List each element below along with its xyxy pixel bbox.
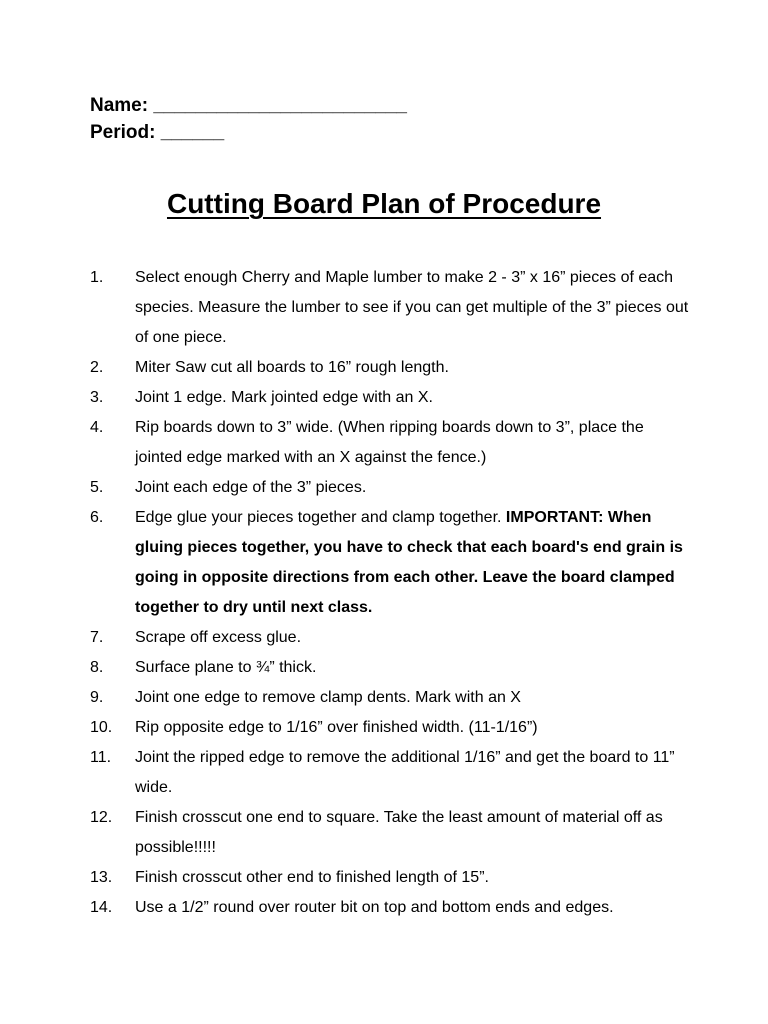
name-field-label: Name: ________________________	[90, 95, 407, 116]
step-number: 12.	[90, 809, 113, 826]
procedure-step-4	[90, 413, 690, 473]
procedure-step-1	[90, 263, 690, 353]
step-number: 7.	[90, 629, 104, 646]
step-text: Rip opposite edge to 1/16” over finished width. (11-1/16”)	[135, 719, 538, 736]
step-text: Edge glue your pieces together and clamp together.	[135, 509, 506, 526]
step-number: 6.	[90, 509, 104, 526]
step-important-note: IMPORTANT: When gluing pieces together, you have to check that each board's end grain is going in opposite directions from each other. Leave the board clamped together to dry until next class.	[135, 509, 683, 616]
step-number: 13.	[90, 869, 113, 886]
procedure-step-10	[90, 713, 690, 743]
step-number: 9.	[90, 689, 104, 706]
procedure-step-8	[90, 653, 690, 683]
procedure-step-3	[90, 383, 690, 413]
procedure-step-14	[90, 893, 690, 923]
step-text: Scrape off excess glue.	[135, 629, 302, 646]
step-text: Joint the ripped edge to remove the additional 1/16” and get the board to 11” wide.	[135, 749, 675, 796]
step-text: Select enough Cherry and Maple lumber to make 2 - 3” x 16” pieces of each species. Measure the lumber to see if you can get multiple of the 3” pieces out of one piece.	[135, 269, 689, 346]
procedure-step-9	[90, 683, 690, 713]
procedure-step-11	[90, 743, 690, 803]
procedure-step-7	[90, 623, 690, 653]
step-number: 8.	[90, 659, 104, 676]
step-text: Use a 1/2” round over router bit on top and bottom ends and edges.	[135, 899, 614, 916]
step-text: Joint one edge to remove clamp dents. Mark with an X	[135, 689, 521, 706]
step-text: Finish crosscut one end to square. Take the least amount of material off as possible!!!!!	[135, 809, 663, 856]
procedure-step-13	[90, 863, 690, 893]
step-text: Joint each edge of the 3” pieces.	[135, 479, 367, 496]
document-title: Cutting Board Plan of Procedure	[166, 188, 602, 219]
procedure-list	[90, 263, 690, 923]
step-number: 4.	[90, 419, 104, 436]
procedure-step-5	[90, 473, 690, 503]
step-text: Finish crosscut other end to finished length of 15”.	[135, 869, 489, 886]
student-header	[90, 92, 407, 146]
step-number: 11.	[90, 749, 112, 766]
step-text: Surface plane to ¾” thick.	[135, 659, 317, 676]
step-number: 10.	[90, 719, 113, 736]
step-number: 14.	[90, 899, 113, 916]
step-text: Miter Saw cut all boards to 16” rough length.	[135, 359, 449, 376]
procedure-step-6	[90, 503, 690, 623]
period-field-label: Period: ______	[90, 122, 225, 143]
step-number: 2.	[90, 359, 104, 376]
step-text: Joint 1 edge. Mark jointed edge with an X.	[135, 389, 433, 406]
procedure-step-12	[90, 803, 690, 863]
step-text: Rip boards down to 3” wide. (When ripping boards down to 3”, place the jointed edge marked with an X against the fence.)	[135, 419, 644, 466]
step-number: 5.	[90, 479, 104, 496]
step-number: 1.	[90, 269, 104, 286]
procedure-step-2	[90, 353, 690, 383]
step-number: 3.	[90, 389, 104, 406]
